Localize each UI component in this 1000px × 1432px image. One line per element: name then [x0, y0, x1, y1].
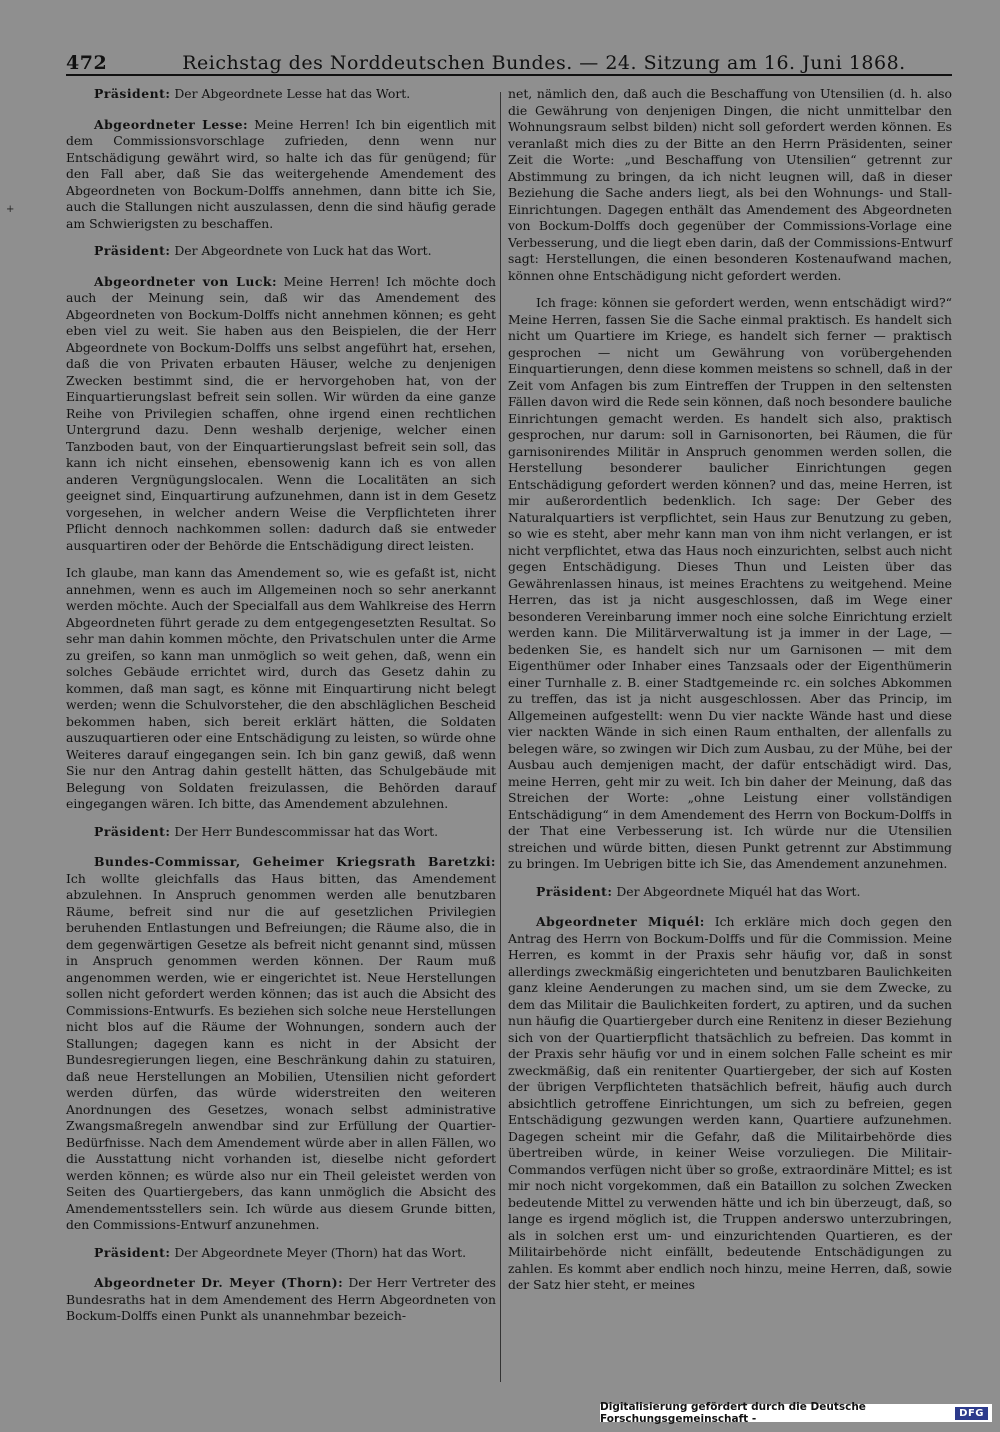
- speaker-name: Präsident:: [94, 823, 171, 839]
- column-divider: [500, 92, 501, 1382]
- paragraph-text: Ich frage: können sie gefordert werden, wenn entschädigt wird?“ Meine Herren, fassen Sie die Sache einmal praktisch. Es handelt sich nicht um Quartiere im Kriege, es handelt sich ferner — praktisch gesprochen — nicht um Gewährung von vorübergehenden Einquartierungen, denn diese kommen meistens so schnell, daß in der Zeit vom Anfagen bis zum Eintreffen der Truppen in den seltensten Fällen davon wird die Rede sein können, daß noch besondere bauliche Einrichtungen gemacht werden. Es handelt sich also, praktisch gesprochen, nur darum: soll in Garnisonorten, bei Räumen, die für garnisonirendes Militär in Anspruch genommen werden sollen, die Herstellung besonderer baulicher Einrichtungen gegen Entschädigung gefordert werden können? und das, meine Herren, ist mir außerordentlich bedenklich. Ich sage: Der Geber des Naturalquartiers ist verpflichtet, sein Haus zur Benutzung zu geben, so wie es steht, aber mehr kann man von ihm nicht verlangen, er ist nicht verpflichtet, etwa das Haus noch einzurichten, selbst auch nicht gegen Entschädigung. Dieses Thun und Leisten über das Gewährenlassen hinaus, ist meines Erachtens zu weitgehend. Meine Herren, das ist ja nicht ausgeschlossen, daß im Wege einer besonderen Vereinbarung immer noch eine solche Einrichtung erzielt werden kann. Die Militärverwaltung ist ja immer in der Lage, — bedenken Sie, es handelt sich nur um Garnisonen — mit dem Eigenthümer oder Inhaber eines Tanzsaals oder der Eigenthümerin einer Turnhalle z. B. einer Stadtgemeinde rc. ein solches Abkommen zu treffen, das ist ja nicht ausgeschlossen. Aber das Princip, im Allgemeinen aufgestellt: wenn Du vier nackte Wände hast und diese vier nackten Wände in sich einen Raum enthalten, der allenfalls zu belegen wäre, so zwingen wir Dich zum Ausbau, zu der Mühe, bei der Ausbau auch demjenigen macht, der dafür entschädigt wird. Das, meine Herren, geht mir zu weit. Ich bin daher der Meinung, daß das Streichen der Worte: „ohne Leistung einer vollständigen Entschädigung“ in dem Amendement des Herrn von Bockum-Dolffs in der That eine Verbesserung ist. Ich würde nur die Utensilien streichen und würde bitten, diesen Punkt getrennt zur Abstimmung zu bringen. Im Uebrigen bitte ich Sie, das Amendement anzunehmen.: [508, 295, 952, 871]
- speaker-name: Abgeordneter Miquél:: [536, 914, 705, 929]
- speech-paragraph: [508, 914, 952, 1294]
- speech-paragraph: [508, 86, 952, 284]
- page-header: [66, 44, 952, 76]
- speaker-name: Präsident:: [94, 86, 171, 101]
- speech-paragraph: [66, 117, 496, 233]
- paragraph-text: Ich wollte gleichfalls das Haus bitten, das Amendement abzulehnen. In Anspruch genommen werden alle benutzbaren Räume, befreit sind nur die auf gesetzlichen Privilegien beruhenden Entlastungen und Befreiungen; die Räume also, die in dem gegenwärtigen Gesetze als befreit nicht genannt sind, müssen in Anspruch genommen werden können. Der Raum muß angenommen werden, wie er eingerichtet ist. Neue Herstellungen sollen nicht gefordert werden können; das ist auch die Absicht des Commissions-Entwurfs. Es beziehen sich solche neue Herstellungen nicht blos auf die Räume der Wohnungen, sondern auch der Stallungen; dagegen kann es nicht in der Absicht der Bundesregierungen liegen, eine Beschränkung dahin zu statuiren, daß neue Herstellungen an Mobilien, Utensilien nicht gefordert werden dürfen, das würde widerstreiten den weiteren Anordnungen des Gesetzes, wonach selbst administrative Zwangsmaßregeln anwendbar sind zur Erfüllung der Quartier-Bedürfnisse. Nach dem Amendement würde aber in allen Fällen, wo die Ausstattung nicht vorhanden ist, dieselbe nicht gefordert werden können; es würde also nur ein Theil geleistet werden von Seiten des Quartiergebers, das kann unmöglich die Absicht des Amendementsstellers sein. Ich würde aus diesem Grunde bitten, den Commissions-Entwurf anzunehmen.: [66, 870, 496, 1232]
- paragraph-text: Ich glaube, man kann das Amendement so, wie es gefaßt ist, nicht annehmen, wenn es auch im Allgemeinen noch so sehr anerkannt werden möchte. Auch der Specialfall aus dem Wahlkreise des Herrn Abgeordneten führt gerade zu dem entgegengesetzten Resultat. So sehr man dahin kommen möchte, den Privatschulen unter die Arme zu greifen, so kann man unmöglich so weit gehen, daß, wenn ein solches Gebäude errichtet wird, durch das Gesetz dahin zu kommen, daß man sagt, es könne mit Einquartirung nicht belegt werden; wenn die Schulvorsteher, die den abschläglichen Bescheid bekommen haben, sich bereit erklärt hätten, die Soldaten auszuquartieren oder eine Entschädigung zu leisten, so würde ohne Weiteres darauf eingegangen sein. Ich bin ganz gewiß, daß wenn Sie nur den Antrag dahin gestellt hätten, das Schulgebäude mit Belegung von Soldaten freizulassen, die Behörden darauf eingegangen wären. Ich bitte, das Amendement abzulehnen.: [66, 565, 496, 811]
- president-statement: [508, 884, 952, 901]
- speaker-name: Bundes-Commissar, Geheimer Kriegsrath Baretzki:: [94, 854, 496, 869]
- speaker-name: Abgeordneter Dr. Meyer (Thorn):: [94, 1275, 344, 1290]
- paragraph-text: Der Abgeordnete von Luck hat das Wort.: [174, 243, 432, 258]
- paragraph-text: Der Abgeordnete Meyer (Thorn) hat das Wort.: [174, 1244, 467, 1260]
- speech-paragraph: [66, 1275, 496, 1325]
- left-column: [66, 86, 496, 1376]
- paragraph-text: net, nämlich den, daß auch die Beschaffung von Utensilien (d. h. also die Gewährung von denjenigen Dingen, die nicht unmittelbar den Wohnungsraum selbst bilden) nicht soll gefordert werden können. Es veranlaßt mich dies zu der Bitte an den Herrn Präsidenten, seiner Zeit die Worte: „und Beschaffung von Utensilien“ getrennt zur Abstimmung zu bringen, da ich nicht leugnen will, daß in dieser Beziehung die Sache anders liegt, als bei den Wohnungs- und Stall-Einrichtungen. Dagegen enthält das Amendement des Abgeordneten von Bockum-Dolffs doch gegenüber der Commissions-Vorlage eine Verbesserung, und die liegt eben darin, daß der Commissions-Entwurf sagt: Herstellungen, die einen besonderen Kostenaufwand machen, können ohne Entschädigung nicht gefordert werden.: [508, 86, 952, 283]
- president-statement: [66, 86, 496, 103]
- paragraph-text: Ich erkläre mich doch gegen den Antrag des Herrn von Bockum-Dolffs und für die Commission. Meine Herren, es kommt in der Praxis sehr häufig vor, daß in sonst allerdings zweckmäßig eingerichteten und benutzbaren Baulichkeiten ganz kleine Aenderungen zu machen sind, um sie dem Zwecke, zu dem das Militair die Baulichkeiten fordert, zu aptiren, und da suchen nun häufig die Quartiergeber durch eine Renitenz in dieser Beziehung sich von der Quartierpflicht thatsächlich zu befreien. Das kommt in der Praxis sehr häufig vor und in einem solchen Falle scheint es mir zweckmäßig, daß ein renitenter Quartiergeber, der sich auf Kosten der übrigen Verpflichteten thatsächlich befreit, häufig auch durch absichtlich getroffene Einrichtungen, um sich zu befreien, gegen Entschädigung gezwungen werden kann, Quartiere aufzunehmen. Dagegen scheint mir die Gefahr, daß die Militairbehörde dies übertreiben würde, in keiner Weise vorzuliegen. Die Militair-Commandos verfügen nicht über so große, extraordinäre Mittel; es ist mir noch nicht vorgekommen, daß ein Bataillon zu solchen Zwecken bedeutende Mittel zu verwenden hätte und ich bin überzeugt, daß, so lange es irgend möglich ist, die Truppen anderswo unterzubringen, als in solchen erst um- und einzurichtenden Quartieren, es der Militairbehörde nicht einfällt, bedeutende Entschädigungen zu zahlen. Es kommt aber endlich noch hinzu, meine Herren, daß, sowie der Satz hier steht, er meines: [508, 914, 952, 1292]
- margin-mark: +: [6, 204, 15, 215]
- paragraph-text: Der Herr Bundescommissar hat das Wort.: [174, 823, 439, 839]
- dfg-logo: DFG: [955, 1407, 988, 1420]
- paragraph-text: Der Abgeordnete Lesse hat das Wort.: [174, 86, 411, 101]
- speaker-name: Präsident:: [94, 1244, 171, 1260]
- paragraph-text: Meine Herren! Ich möchte doch auch der Meinung sein, daß wir das Amendement des Abgeordneten von Bockum-Dolffs nicht annehmen können; es geht eben viel zu weit. Sie haben aus den Beispielen, die der Herr Abgeordnete von Bockum-Dolffs uns selbst angeführt hat, ersehen, daß die von Privaten erbauten Häuser, welche zu denjenigen Zwecken bestimmt sind, die er hervorgehoben hat, von der Einquartierungslast befreit sein sollen. Wir würden da eine ganze Reihe von Privilegien schaffen, ohne irgend einen rechtlichen Untergrund dazu. Denn weshalb derjenige, welcher einen Tanzboden baut, von der Einquartierungslast befreit sein soll, das kann ich nicht einsehen, ebensowenig kann ich es von allen anderen Vergnügungslocalen. Wenn die Localitäten an sich geeignet sind, Einquartirung aufzunehmen, dann ist in dem Gesetz vorgesehen, in welcher andern Weise die Verpflichteten ihrer Pflicht dennoch nachkommen sollen: dadurch daß sie entweder ausquartiren oder der Behörde die Entschädigung direct leisten.: [66, 273, 496, 553]
- speaker-name: Abgeordneter Lesse:: [94, 116, 249, 132]
- speech-paragraph: [66, 274, 496, 555]
- page-number: 472: [66, 52, 108, 74]
- speech-paragraph: [66, 565, 496, 813]
- right-column: [508, 86, 952, 1376]
- president-statement: [66, 1245, 496, 1262]
- header-title: Reichstag des Norddeutschen Bundes. — 24. Sitzung am 16. Juni 1868.: [182, 52, 906, 74]
- digitization-footer: [600, 1401, 992, 1425]
- speech-paragraph: [66, 854, 496, 1234]
- paragraph-text: Der Herr Vertreter des Bundesraths hat in dem Amendement des Herrn Abgeordneten von Bockum-Dolffs einen Punkt als unannehmbar bezeich-: [66, 1275, 496, 1323]
- speaker-name: Präsident:: [536, 883, 613, 899]
- speaker-name: Abgeordneter von Luck:: [94, 273, 278, 289]
- speech-paragraph: [508, 295, 952, 873]
- president-statement: [66, 243, 496, 260]
- paragraph-text: Der Abgeordnete Miquél hat das Wort.: [616, 883, 861, 899]
- footer-text: Digitalisierung gefördert durch die Deutsche Forschungsgemeinschaft -: [600, 1401, 866, 1425]
- paragraph-text: Meine Herren! Ich bin eigentlich mit dem Commissionsvorschlage zufrieden, denn wenn nur Entschädigung gewährt wird, so halte ich das für genügend; für den Fall aber, daß Sie das weitergehende Amendement des Abgeordneten von Bockum-Dolffs annehmen, dann bitte ich Sie, auch die Stallungen nicht auszulassen, denn die sind häufig gerade am Schwierigsten zu beschaffen.: [66, 116, 496, 231]
- president-statement: [66, 824, 496, 841]
- speaker-name: Präsident:: [94, 243, 171, 258]
